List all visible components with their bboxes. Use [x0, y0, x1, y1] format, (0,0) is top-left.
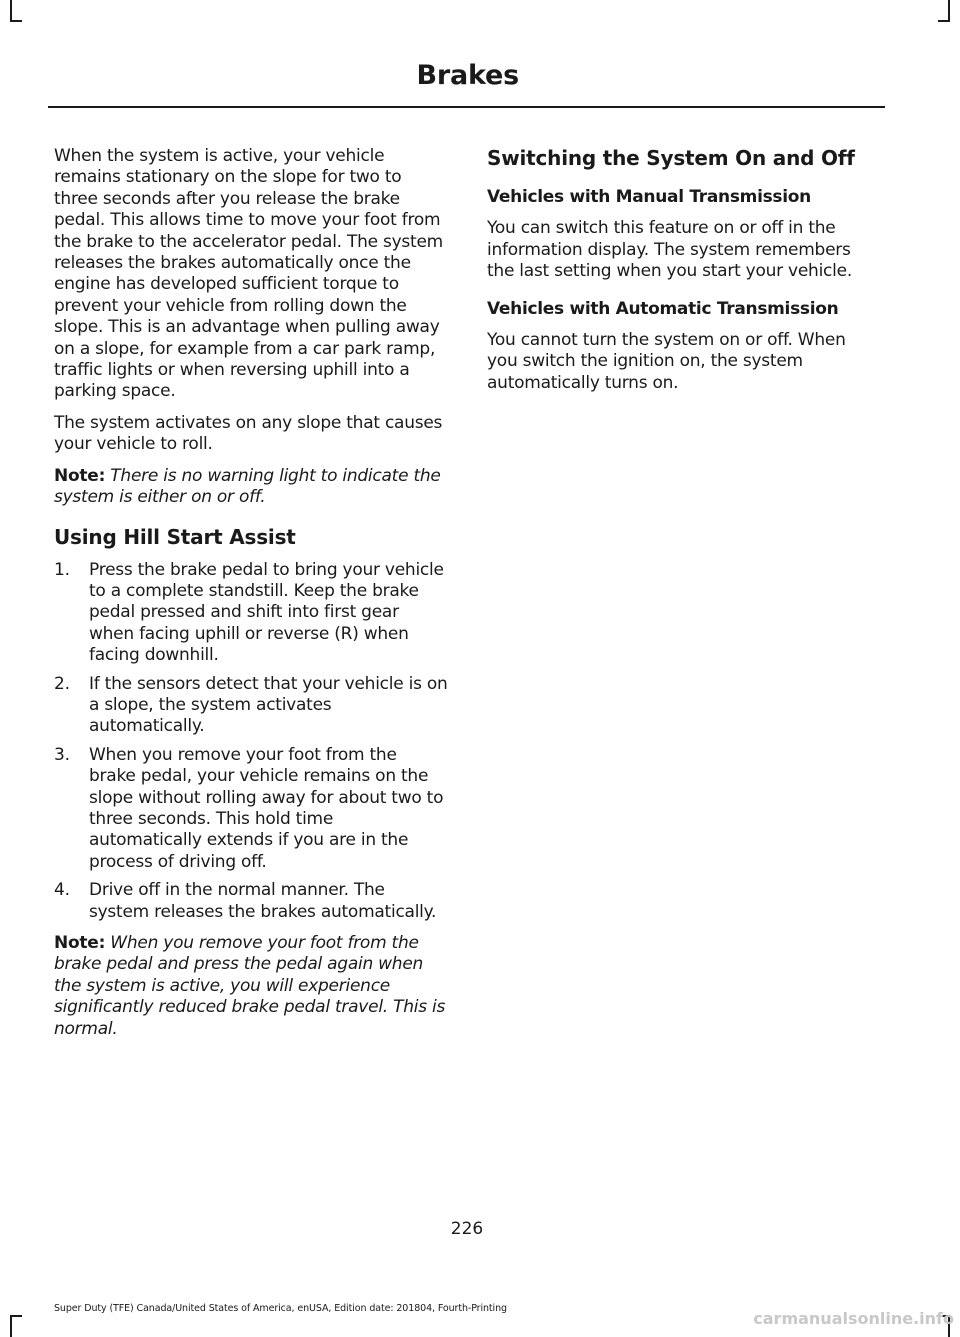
note-warning-light [54, 466, 448, 509]
step-text: Press the brake pedal to bring your vehicle to a complete standstill. Keep the brake pedal pressed and shift into first gear when facing uphill or reverse (R) when facing downhill. [89, 559, 444, 666]
note-text: There is no warning light to indicate the system is either on or off. [54, 465, 441, 508]
activation-paragraph: The system activates on any slope that causes your vehicle to roll. [54, 412, 443, 455]
step-number: 4. [54, 880, 70, 901]
list-item [54, 745, 448, 873]
crop-mark [10, 0, 12, 22]
note-text: When you remove your foot from the brake pedal and press the pedal again when the system is active, you will experience significantly reduced brake pedal travel. This is normal. [54, 933, 446, 1039]
crop-mark [10, 20, 22, 22]
crop-mark [10, 1315, 12, 1337]
section-title-using-hill-start-assist: Using Hill Start Assist [54, 524, 296, 549]
manual-transmission-paragraph: You can switch this feature on or off in the information display. The system remembers the last setting when you start your vehicle. [487, 218, 852, 282]
note-label: Note: [54, 933, 106, 953]
automatic-transmission-paragraph: You cannot turn the system on or off. When you switch the ignition on, the system automatically turns on. [487, 330, 846, 393]
step-text: Drive off in the normal manner. The system releases the brakes automatically. [89, 880, 437, 922]
page-title: Brakes [416, 60, 519, 91]
step-text: When you remove your foot from the brake pedal, your vehicle remains on the slope without rolling away for about two to three seconds. This hold time automatically extends if you are in the process of driving off. [89, 744, 444, 872]
footer-edition-info: Super Duty (TFE) Canada/United States of America, enUSA, Edition date: 201804, Fourth-Printing [54, 1303, 507, 1314]
step-number: 1. [54, 559, 70, 580]
list-item [54, 880, 448, 923]
right-column [487, 146, 881, 404]
crop-mark [10, 1315, 22, 1317]
left-column [54, 146, 448, 1050]
crop-mark [948, 0, 950, 22]
page-number: 226 [450, 1219, 484, 1239]
note-pedal-travel [54, 933, 448, 1040]
steps-list [54, 560, 448, 924]
section-title-switching-system: Switching the System On and Off [487, 146, 855, 170]
subheading-manual-transmission: Vehicles with Manual Transmission [487, 187, 811, 207]
step-number: 3. [54, 744, 70, 765]
step-number: 2. [54, 673, 70, 694]
subheading-automatic-transmission: Vehicles with Automatic Transmission [487, 298, 839, 319]
intro-paragraph: When the system is active, your vehicle remains stationary on the slope for two to three seconds after you release the brake pedal. This allows time to move your foot from the brake to the accelerator pedal. The system releases the brakes automatically once the engine has developed sufficient torque to prevent your vehicle from rolling down the slope. This is an advantage when pulling away on a slope, for example from a car park ramp, traffic lights or when reversing uphill into a parking space. [54, 146, 443, 402]
list-item [54, 560, 448, 667]
step-text: If the sensors detect that your vehicle is on a slope, the system activates automatically. [89, 673, 448, 737]
header-divider [48, 106, 885, 108]
note-label: Note: [54, 465, 106, 486]
list-item [54, 674, 448, 738]
watermark: carmanualsonline.info [753, 1309, 954, 1328]
crop-mark [938, 20, 950, 22]
